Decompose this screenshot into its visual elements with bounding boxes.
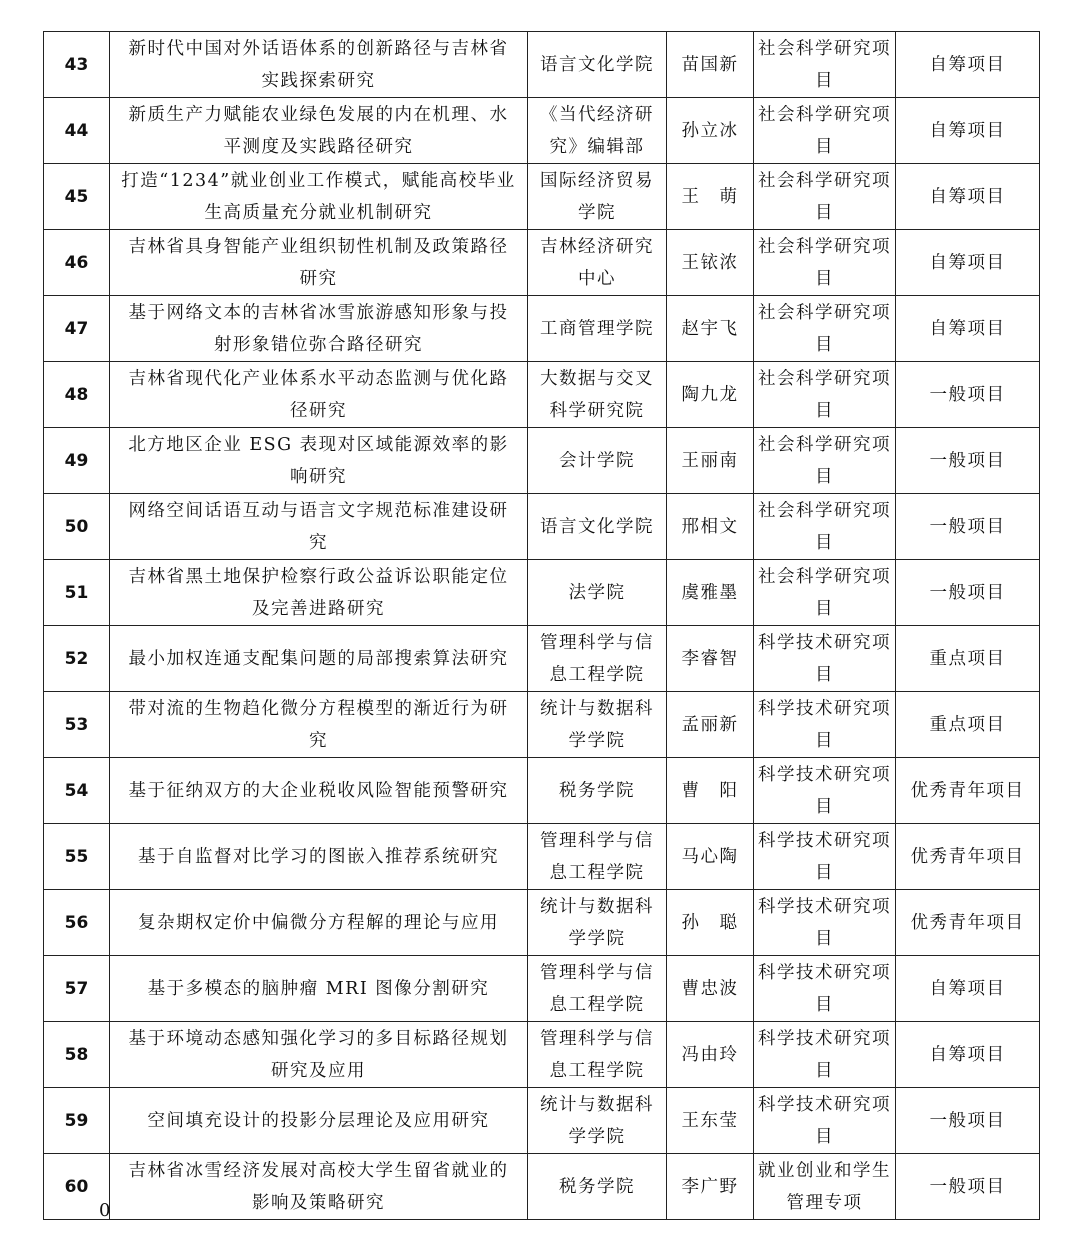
- table-row: [44, 32, 1040, 98]
- project-title-cell: 基于环境动态感知强化学习的多目标路径规划研究及应用: [110, 1022, 528, 1088]
- project-title-cell: 北方地区企业 ESG 表现对区域能源效率的影响研究: [110, 428, 528, 494]
- unit-cell: 管理科学与信息工程学院: [528, 824, 667, 890]
- unit-cell: 语言文化学院: [528, 494, 667, 560]
- leader-cell: 孙立冰: [667, 98, 754, 164]
- project-table-body: [44, 32, 1040, 1220]
- leader-cell: 孟丽新: [667, 692, 754, 758]
- table-row: [44, 494, 1040, 560]
- unit-cell: 税务学院: [528, 758, 667, 824]
- category-cell: 社会科学研究项目: [754, 98, 896, 164]
- unit-cell: 《当代经济研究》编辑部: [528, 98, 667, 164]
- leader-cell: 王 萌: [667, 164, 754, 230]
- table-row: [44, 428, 1040, 494]
- row-number-cell: 45: [44, 164, 110, 230]
- row-number-cell: 44: [44, 98, 110, 164]
- row-number-cell: 46: [44, 230, 110, 296]
- project-type-cell: 一般项目: [896, 428, 1040, 494]
- project-title-cell: 空间填充设计的投影分层理论及应用研究: [110, 1088, 528, 1154]
- row-number-cell: 50: [44, 494, 110, 560]
- row-number-cell: 58: [44, 1022, 110, 1088]
- leader-cell: 王铱浓: [667, 230, 754, 296]
- category-cell: 科学技术研究项目: [754, 956, 896, 1022]
- project-title-cell: 吉林省黑土地保护检察行政公益诉讼职能定位及完善进路研究: [110, 560, 528, 626]
- table-row: [44, 626, 1040, 692]
- project-type-cell: 优秀青年项目: [896, 890, 1040, 956]
- leader-cell: 李广野: [667, 1154, 754, 1220]
- project-title-cell: 吉林省现代化产业体系水平动态监测与优化路径研究: [110, 362, 528, 428]
- category-cell: 社会科学研究项目: [754, 296, 896, 362]
- category-cell: 科学技术研究项目: [754, 626, 896, 692]
- project-title-cell: 吉林省具身智能产业组织韧性机制及政策路径研究: [110, 230, 528, 296]
- leader-cell: 王东莹: [667, 1088, 754, 1154]
- leader-cell: 孙 聪: [667, 890, 754, 956]
- leader-cell: 马心陶: [667, 824, 754, 890]
- row-number-cell: 53: [44, 692, 110, 758]
- project-type-cell: 自筹项目: [896, 98, 1040, 164]
- leader-cell: 陶九龙: [667, 362, 754, 428]
- category-cell: 社会科学研究项目: [754, 230, 896, 296]
- project-table: [43, 31, 1040, 1220]
- unit-cell: 吉林经济研究中心: [528, 230, 667, 296]
- leader-cell: 曹忠波: [667, 956, 754, 1022]
- leader-cell: 赵宇飞: [667, 296, 754, 362]
- project-title-cell: 吉林省冰雪经济发展对高校大学生留省就业的影响及策略研究: [110, 1154, 528, 1220]
- unit-cell: 管理科学与信息工程学院: [528, 1022, 667, 1088]
- category-cell: 科学技术研究项目: [754, 824, 896, 890]
- category-cell: 科学技术研究项目: [754, 890, 896, 956]
- leader-cell: 冯由玲: [667, 1022, 754, 1088]
- category-cell: 就业创业和学生管理专项: [754, 1154, 896, 1220]
- project-type-cell: 自筹项目: [896, 1022, 1040, 1088]
- page-number: 0: [99, 1200, 111, 1221]
- project-title-cell: 基于多模态的脑肿瘤 MRI 图像分割研究: [110, 956, 528, 1022]
- leader-cell: 虞雅墨: [667, 560, 754, 626]
- project-type-cell: 一般项目: [896, 494, 1040, 560]
- row-number-cell: 60: [44, 1154, 110, 1220]
- row-number-cell: 43: [44, 32, 110, 98]
- leader-cell: 李睿智: [667, 626, 754, 692]
- table-row: [44, 824, 1040, 890]
- project-title-cell: 新时代中国对外话语体系的创新路径与吉林省实践探索研究: [110, 32, 528, 98]
- category-cell: 科学技术研究项目: [754, 1088, 896, 1154]
- table-row: [44, 296, 1040, 362]
- leader-cell: 王丽南: [667, 428, 754, 494]
- row-number-cell: 49: [44, 428, 110, 494]
- category-cell: 科学技术研究项目: [754, 692, 896, 758]
- table-row: [44, 362, 1040, 428]
- category-cell: 社会科学研究项目: [754, 494, 896, 560]
- category-cell: 社会科学研究项目: [754, 362, 896, 428]
- project-type-cell: 优秀青年项目: [896, 758, 1040, 824]
- project-title-cell: 打造“1234”就业创业工作模式，赋能高校毕业生高质量充分就业机制研究: [110, 164, 528, 230]
- project-title-cell: 网络空间话语互动与语言文字规范标准建设研究: [110, 494, 528, 560]
- unit-cell: 语言文化学院: [528, 32, 667, 98]
- project-type-cell: 重点项目: [896, 692, 1040, 758]
- project-type-cell: 自筹项目: [896, 32, 1040, 98]
- unit-cell: 统计与数据科学学院: [528, 692, 667, 758]
- row-number-cell: 47: [44, 296, 110, 362]
- project-type-cell: 一般项目: [896, 362, 1040, 428]
- project-title-cell: 带对流的生物趋化微分方程模型的渐近行为研究: [110, 692, 528, 758]
- row-number-cell: 56: [44, 890, 110, 956]
- unit-cell: 统计与数据科学学院: [528, 890, 667, 956]
- project-title-cell: 新质生产力赋能农业绿色发展的内在机理、水平测度及实践路径研究: [110, 98, 528, 164]
- table-row: [44, 692, 1040, 758]
- project-type-cell: 一般项目: [896, 1154, 1040, 1220]
- project-type-cell: 一般项目: [896, 560, 1040, 626]
- table-row: [44, 890, 1040, 956]
- category-cell: 社会科学研究项目: [754, 560, 896, 626]
- unit-cell: 管理科学与信息工程学院: [528, 956, 667, 1022]
- project-type-cell: 自筹项目: [896, 956, 1040, 1022]
- table-row: [44, 560, 1040, 626]
- project-type-cell: 优秀青年项目: [896, 824, 1040, 890]
- project-title-cell: 复杂期权定价中偏微分方程解的理论与应用: [110, 890, 528, 956]
- category-cell: 社会科学研究项目: [754, 32, 896, 98]
- unit-cell: 会计学院: [528, 428, 667, 494]
- table-row: [44, 758, 1040, 824]
- leader-cell: 苗国新: [667, 32, 754, 98]
- row-number-cell: 54: [44, 758, 110, 824]
- table-row: [44, 1088, 1040, 1154]
- project-title-cell: 基于自监督对比学习的图嵌入推荐系统研究: [110, 824, 528, 890]
- row-number-cell: 57: [44, 956, 110, 1022]
- project-type-cell: 一般项目: [896, 1088, 1040, 1154]
- unit-cell: 统计与数据科学学院: [528, 1088, 667, 1154]
- unit-cell: 税务学院: [528, 1154, 667, 1220]
- category-cell: 社会科学研究项目: [754, 428, 896, 494]
- project-title-cell: 最小加权连通支配集问题的局部搜索算法研究: [110, 626, 528, 692]
- unit-cell: 国际经济贸易学院: [528, 164, 667, 230]
- project-type-cell: 自筹项目: [896, 164, 1040, 230]
- row-number-cell: 52: [44, 626, 110, 692]
- table-row: [44, 230, 1040, 296]
- project-type-cell: 重点项目: [896, 626, 1040, 692]
- project-title-cell: 基于征纳双方的大企业税收风险智能预警研究: [110, 758, 528, 824]
- leader-cell: 邢相文: [667, 494, 754, 560]
- row-number-cell: 55: [44, 824, 110, 890]
- category-cell: 科学技术研究项目: [754, 1022, 896, 1088]
- project-title-cell: 基于网络文本的吉林省冰雪旅游感知形象与投射形象错位弥合路径研究: [110, 296, 528, 362]
- category-cell: 科学技术研究项目: [754, 758, 896, 824]
- leader-cell: 曹 阳: [667, 758, 754, 824]
- row-number-cell: 48: [44, 362, 110, 428]
- table-row: [44, 1154, 1040, 1220]
- unit-cell: 法学院: [528, 560, 667, 626]
- table-row: [44, 1022, 1040, 1088]
- table-row: [44, 98, 1040, 164]
- project-type-cell: 自筹项目: [896, 296, 1040, 362]
- table-row: [44, 956, 1040, 1022]
- row-number-cell: 59: [44, 1088, 110, 1154]
- table-row: [44, 164, 1040, 230]
- project-type-cell: 自筹项目: [896, 230, 1040, 296]
- unit-cell: 管理科学与信息工程学院: [528, 626, 667, 692]
- unit-cell: 大数据与交叉科学研究院: [528, 362, 667, 428]
- category-cell: 社会科学研究项目: [754, 164, 896, 230]
- row-number-cell: 51: [44, 560, 110, 626]
- unit-cell: 工商管理学院: [528, 296, 667, 362]
